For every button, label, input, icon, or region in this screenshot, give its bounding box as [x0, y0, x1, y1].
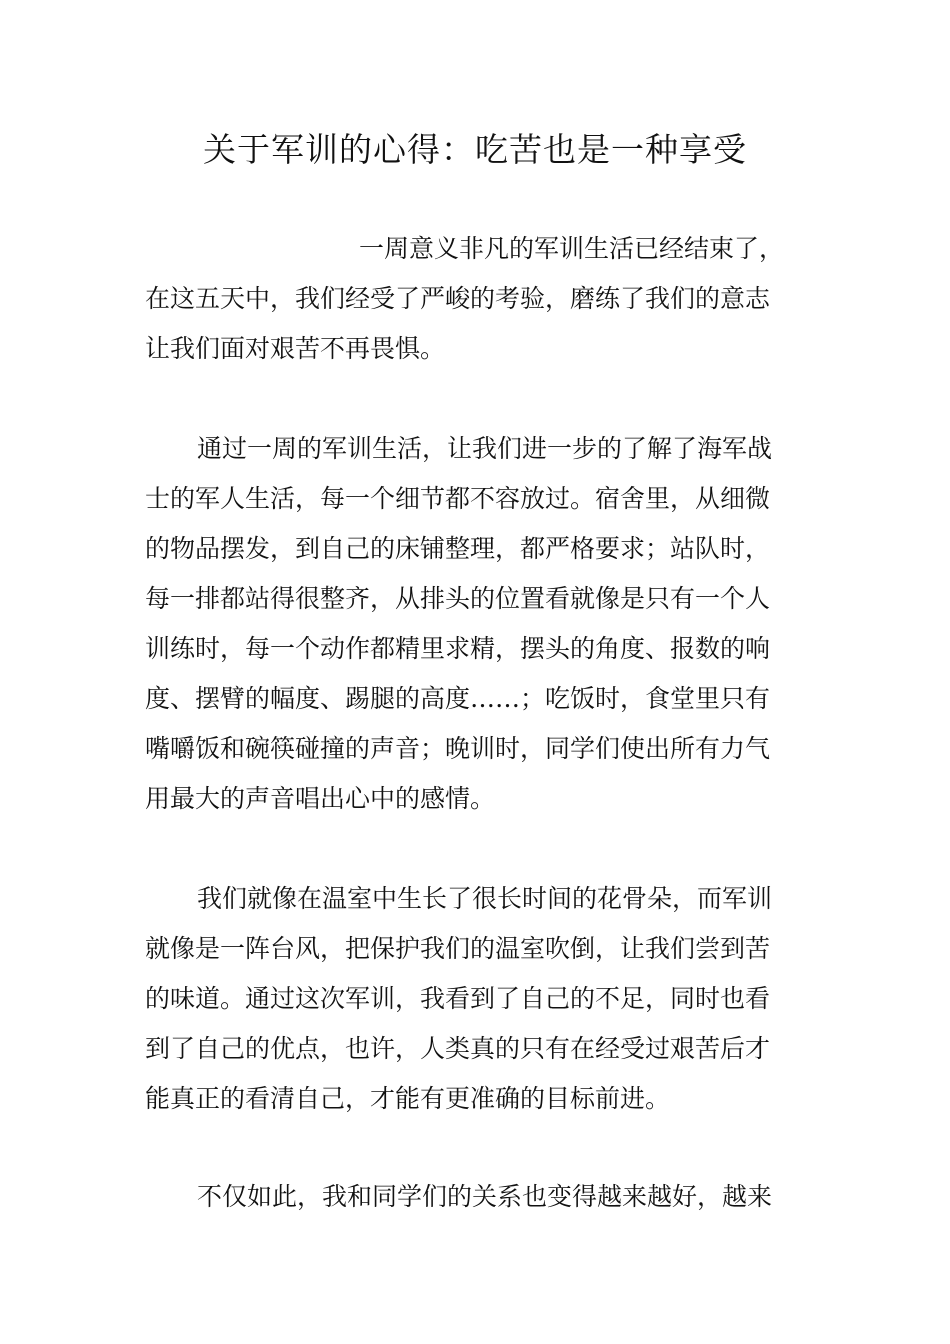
paragraph-line: 用最大的声音唱出心中的感情。 — [145, 784, 496, 813]
paragraph-line: 训练时，每一个动作都精里求精，摆头的角度、报数的响 — [145, 634, 771, 663]
paragraph-line: 在这五天中，我们经受了严峻的考验，磨练了我们的意志 — [145, 284, 771, 313]
paragraph-line: 不仅如此，我和同学们的关系也变得越来越好，越来 — [197, 1182, 773, 1211]
paragraph-line: 到了自己的优点，也许，人类真的只有在经受过艰苦后才 — [145, 1034, 771, 1063]
paragraph-line: 让我们面对艰苦不再畏惧。 — [145, 334, 446, 363]
paragraph-line: 的味道。通过这次军训，我看到了自己的不足，同时也看 — [145, 984, 771, 1013]
paragraph-line: 一周意义非凡的军训生活已经结束了， — [359, 234, 785, 263]
paragraph-line: 通过一周的军训生活，让我们进一步的了解了海军战 — [197, 434, 773, 463]
paragraph-line: 能真正的看清自己，才能有更准确的目标前进。 — [145, 1084, 671, 1113]
paragraph-line: 的物品摆发，到自己的床铺整理，都严格要求；站队时， — [145, 534, 771, 563]
paragraph-2 — [145, 424, 807, 824]
document-title: 关于军训的心得：吃苦也是一种享受 — [203, 130, 747, 169]
paragraph-1 — [145, 224, 807, 374]
paragraph-line: 我们就像在温室中生长了很长时间的花骨朵，而军训 — [197, 884, 773, 913]
paragraph-line: 度、摆臂的幅度、踢腿的高度……；吃饭时，食堂里只有 — [145, 684, 771, 713]
paragraph-line: 就像是一阵台风，把保护我们的温室吹倒，让我们尝到苦 — [145, 934, 771, 963]
paragraph-line: 每一排都站得很整齐，从排头的位置看就像是只有一个人 — [145, 584, 771, 613]
paragraph-3 — [145, 874, 807, 1124]
paragraph-line: 士的军人生活，每一个细节都不容放过。宿舍里，从细微 — [145, 484, 771, 513]
paragraph-line: 嘴嚼饭和碗筷碰撞的声音；晚训时，同学们使出所有力气 — [145, 734, 771, 763]
paragraph-4 — [145, 1172, 807, 1222]
